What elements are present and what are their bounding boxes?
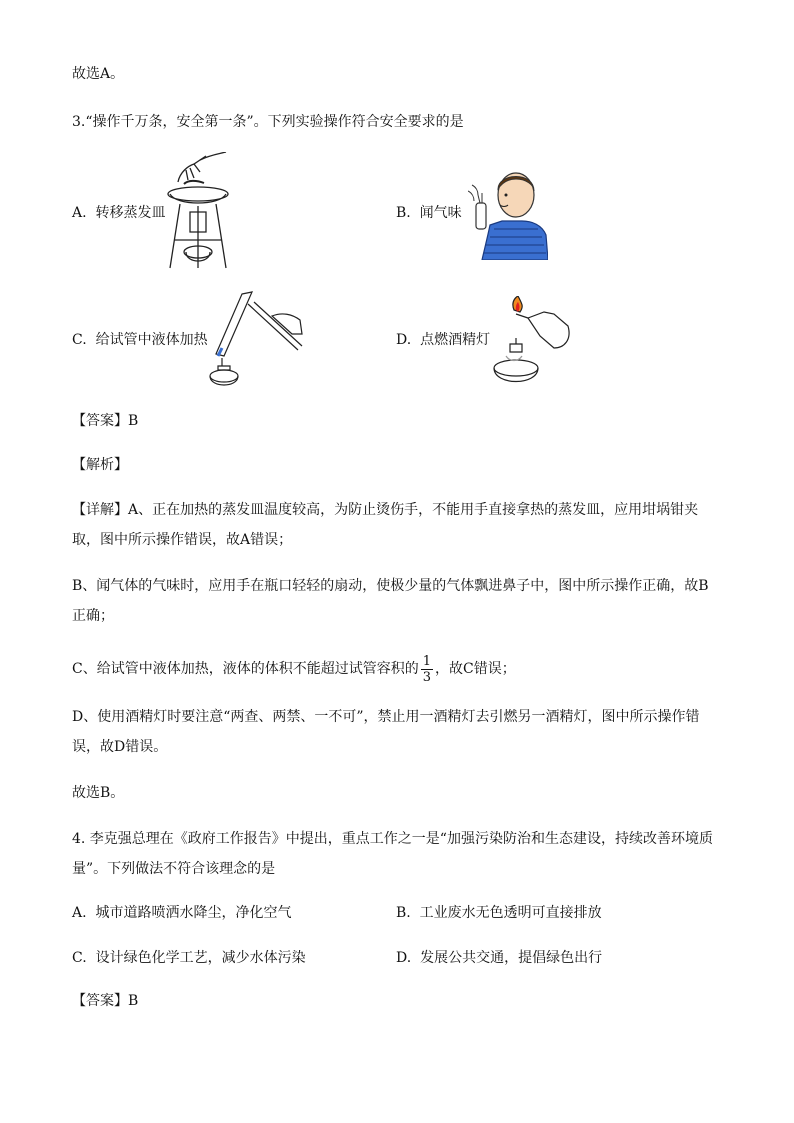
- detail-d-line-1: D、使用酒精灯时要注意“两查、两禁、一不可”，禁止用一酒精灯去引燃另一酒精灯，图中所示操作错: [72, 709, 700, 725]
- evaporating-dish-illustration: [160, 152, 235, 270]
- detail-d-line-2: 误，故D错误。: [72, 739, 168, 755]
- option-text: 工业废水无色透明可直接排放: [419, 905, 602, 921]
- question-4-stem-line-1: 4. 李克强总理在《政府工作报告》中提出，重点工作之一是“加强污染防治和生态建设，持续改善环境质: [72, 831, 713, 847]
- option-text: 设计绿色化学工艺，减少水体污染: [95, 950, 306, 966]
- option-label: A.: [72, 205, 87, 221]
- smelling-gas-illustration: [468, 165, 548, 260]
- detail-a-line-1: 【详解】A、正在加热的蒸发皿温度较高，为防止烫伤手，不能用手直接拿热的蒸发皿，应用坩埚钳夹: [72, 502, 699, 518]
- option-label: D.: [396, 950, 412, 966]
- option-label: D.: [396, 332, 412, 348]
- q3-analysis-heading: 【解析】: [72, 457, 128, 473]
- detail-c-line: [72, 650, 516, 688]
- fraction-denominator: 3: [422, 669, 431, 685]
- q3-option-c: [72, 330, 208, 350]
- option-label: B.: [396, 205, 411, 221]
- option-text: 城市道路喷洒水降尘，净化空气: [95, 905, 292, 921]
- q4-option-a: [72, 903, 291, 923]
- fraction-numerator: 1: [422, 653, 431, 669]
- q3-conclusion: 故选B。: [72, 785, 125, 801]
- option-label: A.: [72, 905, 87, 921]
- q4-answer: 【答案】B: [72, 993, 139, 1009]
- detail-c-prefix: C、给试管中液体加热，液体的体积不能超过试管容积的: [72, 661, 419, 677]
- detail-a-line-2: 取，图中所示操作错误，故A错误；: [72, 532, 293, 548]
- q4-option-c: [72, 948, 306, 968]
- question-4-stem-line-2: 量”。下列做法不符合该理念的是: [72, 861, 276, 877]
- fraction-one-third: [421, 654, 433, 685]
- heating-test-tube-illustration: [202, 290, 307, 390]
- option-text: 闻气味: [419, 205, 462, 221]
- q4-option-d: [396, 948, 602, 968]
- option-text: 给试管中液体加热: [95, 332, 208, 348]
- q4-option-b: [396, 903, 602, 923]
- option-text: 发展公共交通，提倡绿色出行: [420, 950, 603, 966]
- option-label: B.: [396, 905, 411, 921]
- q3-option-d: [396, 330, 490, 350]
- option-label: C.: [72, 950, 87, 966]
- detail-b-line-1: B、闻气体的气味时，应用手在瓶口轻轻的扇动，使极少量的气体飘进鼻子中，图中所示操作正确，故B: [72, 578, 709, 594]
- q3-option-a: [72, 203, 165, 223]
- option-label: C.: [72, 332, 87, 348]
- q3-option-b: [396, 203, 462, 223]
- question-3-stem: 3.“操作千万条，安全第一条”。下列实验操作符合安全要求的是: [72, 114, 464, 130]
- previous-answer: 故选A。: [72, 66, 125, 82]
- alcohol-lamp-illustration: [488, 296, 573, 386]
- option-text: 转移蒸发皿: [95, 205, 166, 221]
- detail-b-line-2: 正确；: [72, 608, 114, 624]
- option-text: 点燃酒精灯: [420, 332, 491, 348]
- detail-c-suffix: ，故C错误；: [435, 661, 516, 677]
- q3-answer: 【答案】B: [72, 413, 139, 429]
